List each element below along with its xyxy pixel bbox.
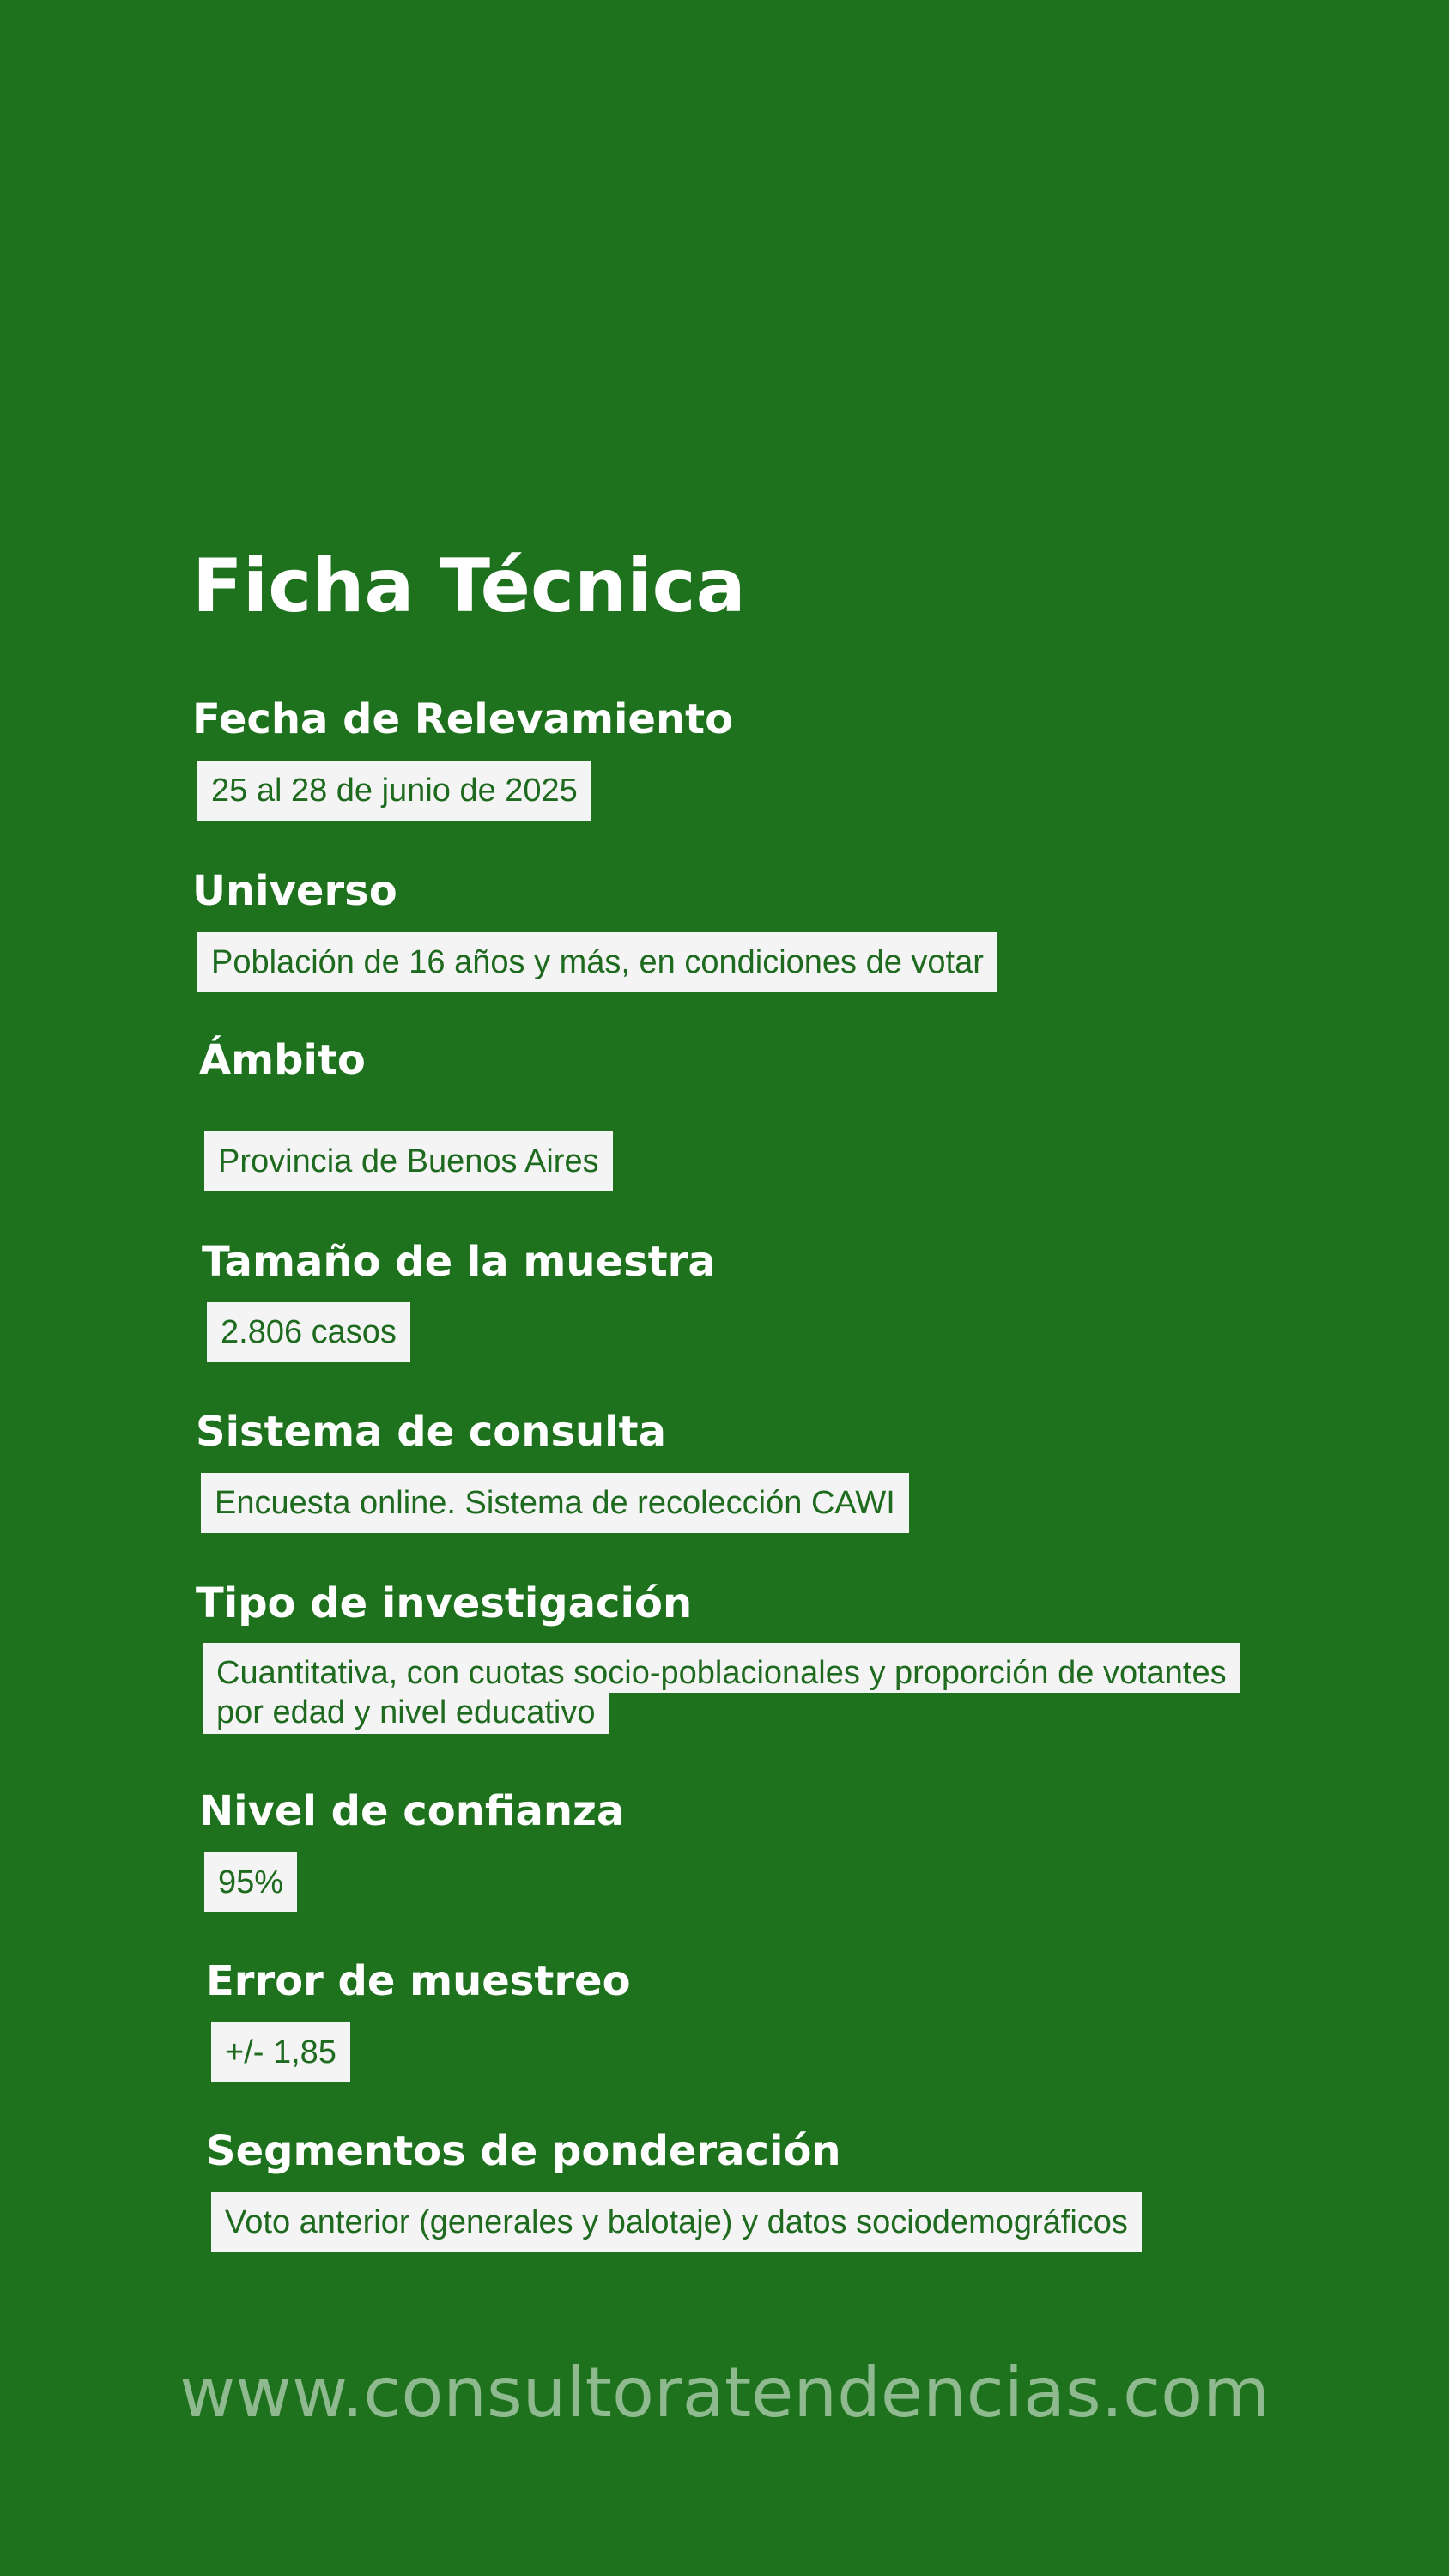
field-label-ambito: Ámbito (199, 1036, 366, 1084)
field-value-confianza: 95% (204, 1852, 297, 1912)
page-title: Ficha Técnica (192, 543, 746, 629)
field-label-fecha: Fecha de Relevamiento (192, 695, 734, 743)
field-value-tamano: 2.806 casos (207, 1302, 410, 1362)
field-value-universo: Población de 16 años y más, en condiciones de votar (197, 932, 997, 992)
field-label-confianza: Nivel de confianza (199, 1787, 625, 1835)
field-value-ambito: Provincia de Buenos Aires (204, 1131, 613, 1191)
field-label-tipo: Tipo de investigación (196, 1579, 693, 1627)
field-value-fecha: 25 al 28 de junio de 2025 (197, 761, 591, 821)
field-value-segmentos: Voto anterior (generales y balotaje) y datos sociodemográficos (211, 2192, 1142, 2252)
field-label-tamano: Tamaño de la muestra (202, 1238, 716, 1286)
field-label-error: Error de muestreo (206, 1957, 631, 2005)
field-value-sistema: Encuesta online. Sistema de recolección CAWI (201, 1473, 909, 1533)
field-label-segmentos: Segmentos de ponderación (206, 2127, 841, 2175)
field-value-tipo (203, 1643, 1240, 1734)
field-value-error: +/- 1,85 (211, 2022, 350, 2082)
field-label-universo: Universo (192, 867, 397, 915)
footer-url[interactable]: www.consultoratendencias.com (179, 2353, 1270, 2433)
field-label-sistema: Sistema de consulta (196, 1408, 666, 1456)
field-value-tipo-line-1: Cuantitativa, con cuotas socio-poblacionales y proporción de votantes (203, 1643, 1240, 1693)
field-value-tipo-line-2: por edad y nivel educativo (203, 1693, 609, 1734)
